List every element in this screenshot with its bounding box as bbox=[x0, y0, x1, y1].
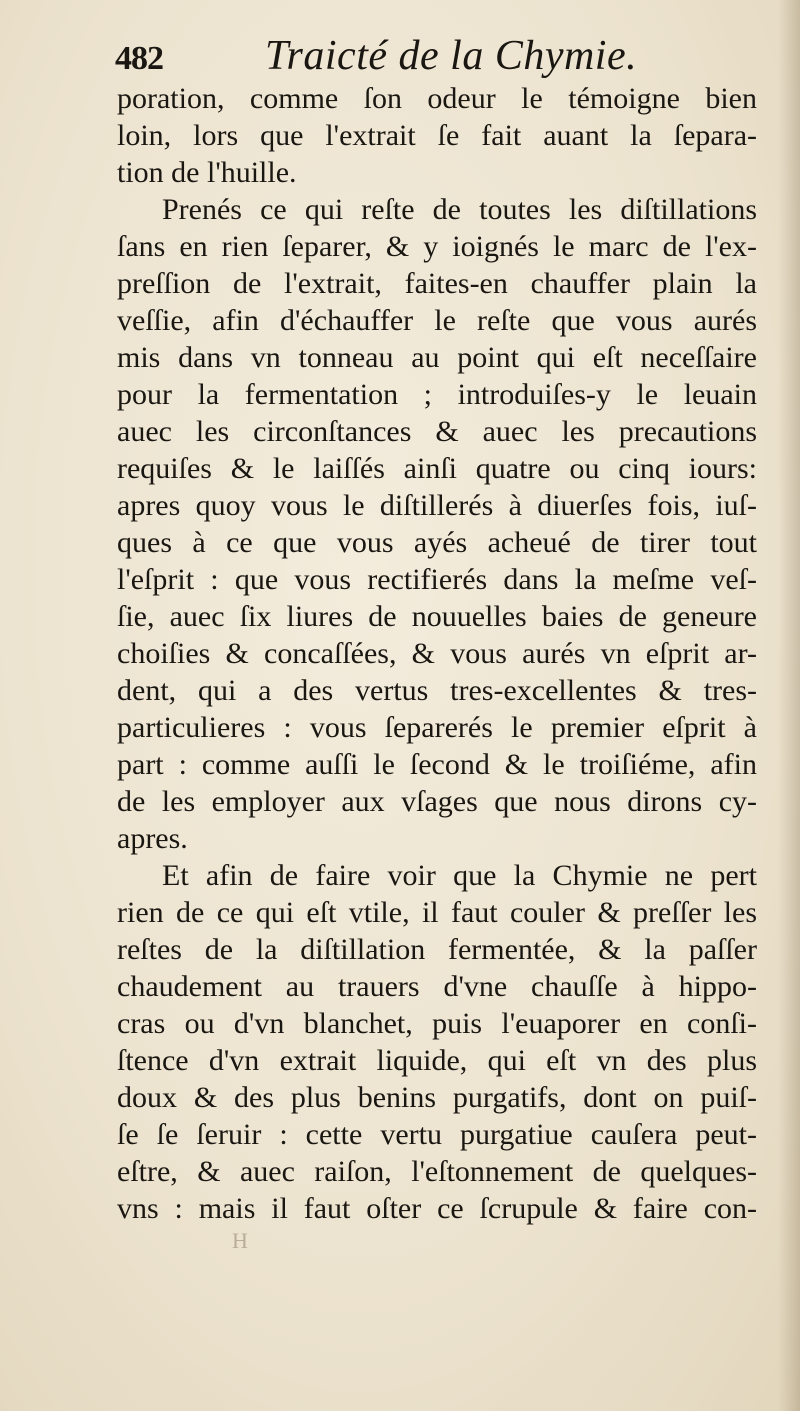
text-line: cras ou d'vn blanchet, puis l'euaporer en conſi- bbox=[117, 1007, 757, 1040]
text-line: mis dans vn tonneau au point qui eſt neceſſaire bbox=[117, 341, 757, 374]
text-line: loin, lors que l'extrait ſe fait auant la ſepara- bbox=[117, 119, 757, 152]
text-line: dent, qui a des vertus tres-excellentes & tres- bbox=[117, 674, 757, 707]
text-line: vns : mais il faut oſter ce ſcrupule & faire con- bbox=[117, 1192, 757, 1225]
text-line: l'eſprit : que vous rectifierés dans la meſme veſ- bbox=[117, 563, 757, 596]
text-line: particulieres : vous ſeparerés le premier eſprit à bbox=[117, 711, 757, 744]
text-line: poration, comme ſon odeur le témoigne bien bbox=[117, 82, 757, 115]
signature-mark: H bbox=[232, 1228, 248, 1253]
text-line: ſe ſe ſeruir : cette vertu purgatiue cauſera peut- bbox=[117, 1118, 757, 1151]
text-line: ques à ce que vous ayés acheué de tirer tout bbox=[117, 526, 757, 559]
text-line: veſſie, afin d'échauffer le reſte que vous aurés bbox=[117, 304, 757, 337]
text-line: preſſion de l'extrait, faites-en chauffer plain la bbox=[117, 267, 757, 300]
text-line: rien de ce qui eſt vtile, il faut couler & preſſer les bbox=[117, 896, 757, 929]
text-line: reſtes de la diſtillation fermentée, & la paſſer bbox=[117, 933, 757, 966]
text-line: chaudement au trauers d'vne chauſſe à hippo- bbox=[117, 970, 757, 1003]
body-text bbox=[117, 80, 757, 1227]
text-line: ſans en rien ſeparer, & y ioignés le marc de l'ex- bbox=[117, 230, 757, 263]
text-line: de les employer aux vſages que nous dirons cy- bbox=[117, 785, 757, 818]
page-header bbox=[115, 32, 755, 82]
text-line: Prenés ce qui reſte de toutes les diſtillations bbox=[162, 193, 757, 226]
text-line: doux & des plus benins purgatifs, dont on puiſ- bbox=[117, 1081, 757, 1114]
text-line: Et afin de faire voir que la Chymie ne pert bbox=[162, 859, 757, 892]
page-edge-shadow bbox=[778, 0, 800, 1411]
text-line: tion de l'huille. bbox=[117, 156, 297, 189]
text-line: auec les circonſtances & auec les precautions bbox=[117, 415, 757, 448]
text-line: ſie, auec ſix liures de nouuelles baies de geneure bbox=[117, 600, 757, 633]
text-line: choiſies & concaſſées, & vous aurés vn eſprit ar- bbox=[117, 637, 757, 670]
text-line: requiſes & le laiſſés ainſi quatre ou cinq iours: bbox=[117, 452, 757, 485]
text-line: pour la fermentation ; introduiſes-y le leuain bbox=[117, 378, 757, 411]
text-line: eſtre, & auec raiſon, l'eſtonnement de quelques- bbox=[117, 1155, 757, 1188]
text-line: ſtence d'vn extrait liquide, qui eſt vn des plus bbox=[117, 1044, 757, 1077]
text-line: apres quoy vous le diſtillerés à diuerſes fois, iuſ- bbox=[117, 489, 757, 522]
page-number: 482 bbox=[115, 40, 163, 77]
text-line: apres. bbox=[117, 822, 188, 855]
running-title: Traicté de la Chymie. bbox=[265, 33, 638, 79]
text-line: part : comme auſſi le ſecond & le troiſiéme, afin bbox=[117, 748, 757, 781]
